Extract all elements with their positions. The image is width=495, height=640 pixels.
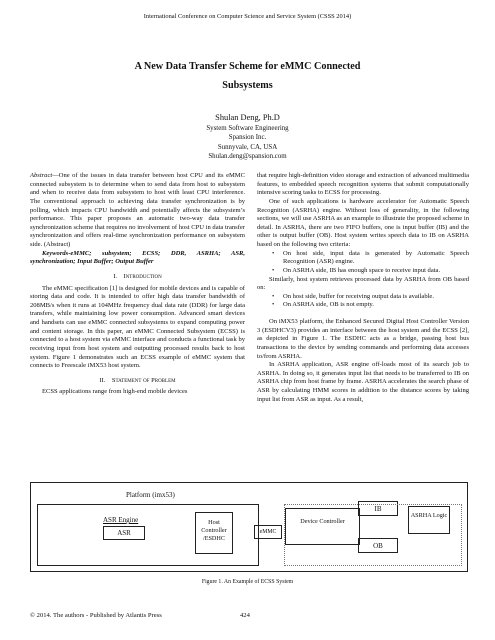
asrha-region — [284, 504, 462, 566]
section-heading-problem: II. Statement of Problem — [99, 376, 176, 384]
affiliation-dept: System Software Engineering — [206, 125, 289, 132]
list-item: • On host side, input data is generated by Automatic Speech Recognition (ASR) engine. — [257, 250, 469, 267]
figure-ecss-diagram — [30, 482, 468, 572]
asr-box: ASR — [103, 526, 145, 540]
author-block — [0, 112, 495, 162]
figure-caption: Figure 1. An Example of ECSS System — [201, 579, 294, 585]
list-item: • On ASRHA side, OB is not empty. — [257, 301, 469, 310]
abstract-text: —One of the issues in data transfer between host CPU and its eMMC connected subsystem is to determine when to send data from host to subsystem and when to receive data from subsystem to host with least CPU interference. The conventional approach to achieving data transfer synchronization is by polling, which impacts CPU bandwidth and potentially affects the subsystem’s performance. This paper proposes an automatic two-way data transfer synchronization scheme that requires no involvement of host CPU in data transfer synchronization and offers real-time synchronization performance on subsystem side. (Abstract) — [30, 172, 245, 248]
abstract-label: Abstract — [30, 172, 53, 179]
criteria-list-2 — [257, 293, 469, 310]
asr-engine-label: ASR Engine — [103, 516, 139, 524]
host-controller-box: Host Controller /ESDHC — [195, 512, 233, 554]
asrha-logic-box: ASRHA Logic — [408, 506, 450, 534]
platform-label: Platform (imx53) — [126, 491, 175, 499]
page-number: 424 — [240, 612, 250, 619]
title-line-1: A New Data Transfer Scheme for eMMC Connected — [134, 61, 361, 72]
device-controller-box: Device Controller — [285, 508, 360, 545]
section-heading-intro: I. Introduction — [113, 272, 162, 280]
right-paragraph-4: On iMX53 platform, the Enhanced Secured Digital Host Controller Version 3 (ESDHCV3) provides an interface between the host system and the ECSS [2], as depicted in Figure 1. The ESDHC acts as a bridge, passing host bus transactions to the device by sending commands and performing data accesses to/from ASRHA. — [257, 318, 469, 360]
emmc-box: eMMC — [254, 525, 282, 539]
author-name: Shulan Deng, Ph.D — [215, 113, 280, 122]
copyright-footer: © 2014. The authors - Published by Atlantis Press — [30, 612, 162, 619]
conference-header: International Conference on Computer Science and Service System (CSSS 2014) — [143, 13, 352, 20]
right-paragraph-1: that require high-definition video storage and extraction of advanced multimedia features, to embedded speech recognition systems that submit computationally intensive scoring tasks to ECSS for processing. — [257, 172, 469, 197]
problem-paragraph: ECSS applications range from high-end mobile devices — [42, 388, 188, 396]
list-item: • On host side, buffer for receiving output data is available. — [257, 293, 469, 302]
right-paragraph-3: Similarly, host system retrieves processed data by ASRHA from OB based on: — [257, 275, 469, 292]
criteria-list-1 — [257, 250, 469, 276]
affiliation-location: Sunnyvale, CA, USA — [217, 143, 278, 151]
affiliation-company: Spansion Inc. — [228, 134, 267, 142]
title-line-2: Subsystems — [222, 80, 273, 91]
paper-title — [60, 57, 435, 95]
input-buffer-box: IB — [358, 501, 398, 516]
intro-paragraph: The eMMC specification [1] is designed for mobile devices and is capable of storing data and code. It is intended to offer high data transfer bandwidth of 208MB/s when it runs at 104MHz frequency dual data rate (DDR) for large data transfers, while maintaining low power consumption. Advanced smart devices and handsets can use eMMC connected subsystems to expand computing power and content storage. In this paper, an eMMC Connected Subsystem (ECSS) is connected to a host system via eMMC interface and conducts a functional task by receiving input from host system and outputting processed results back to host system. Figure 1 demonstrates such an ECSS example of eMMC system that connects to Freescale iMX53 host system. — [30, 284, 245, 370]
left-column — [30, 172, 245, 397]
list-item: • On ASRHA side, IB has enough space to receive input data. — [257, 267, 469, 276]
right-column — [257, 172, 469, 404]
abstract — [30, 172, 245, 250]
output-buffer-box: OB — [358, 538, 398, 553]
keywords: Keywords-eMMC; subsystem; ECSS; DDR, ASRHA; ASR, synchronization; Input Buffer; Output Buffer — [30, 249, 245, 266]
author-email: Shulan.deng@spansion.com — [208, 153, 287, 161]
right-paragraph-5: In ASRHA application, ASR engine off-loads most of its search job to ASRHA. In doing so, it generates input list that needs to be transferred to IB on ASRHA chip from host frame by frame. ASRHA accelerates the search phase of ASR by calculating HMM scores in addition to the distance scores by taking input list from ASR as input. As a result, — [257, 361, 469, 403]
right-paragraph-2: One of such applications is hardware accelerator for Automatic Speech Recognition (ASRHA) engine. Without loss of generality, in the following sections, we will use ASRHA as an example to illustrate the proposed scheme in detail. In ASRHA, there are two FIFO buffers, one is input buffer (IB) and the other is output buffer (OB). Host system writes speech data to IB on ASRHA based on the following two criteria: — [257, 197, 469, 248]
